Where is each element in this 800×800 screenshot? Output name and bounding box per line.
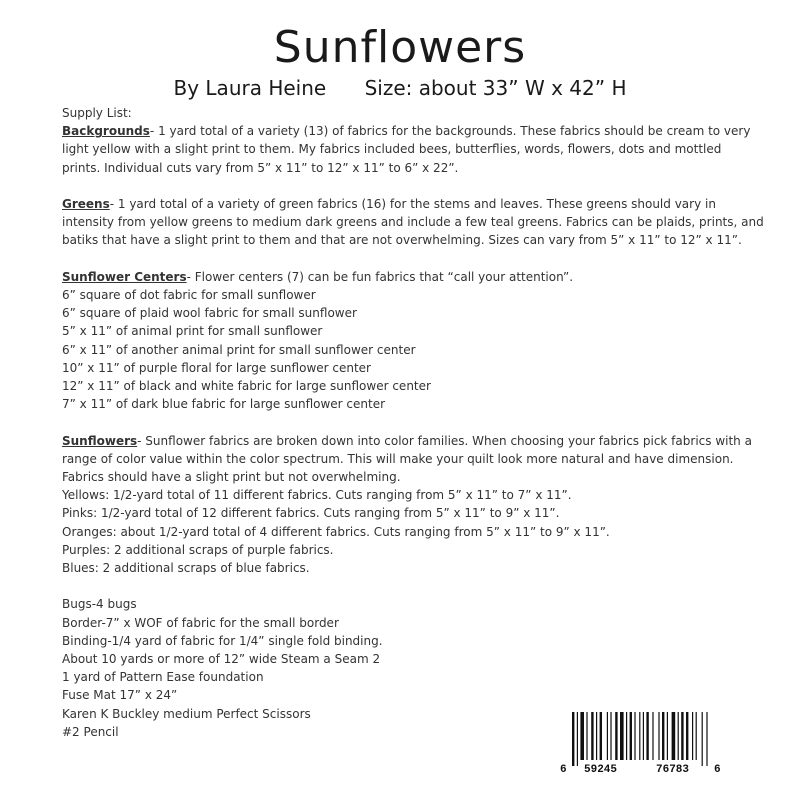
barcode-right-digit: 6 xyxy=(714,764,721,776)
sunflowers-line: Pinks: 1/2-yard total of 12 different fabrics. Cuts ranging from 5” x 11” to 9” x 11”. xyxy=(62,506,560,521)
barcode-bar xyxy=(646,712,648,760)
barcode-bar xyxy=(658,712,659,760)
sunflowers-line: Blues: 2 additional scraps of blue fabrics. xyxy=(62,561,310,576)
barcode-bar xyxy=(686,712,688,760)
barcode-bar xyxy=(626,712,627,760)
notion-item: Bugs-4 bugs xyxy=(62,597,137,612)
greens-heading: Greens xyxy=(62,197,110,211)
barcode-bar xyxy=(678,712,679,760)
barcode-bar xyxy=(634,712,635,760)
upc-barcode xyxy=(562,712,722,780)
sunflowers-line: Purples: 2 additional scraps of purple fabrics. xyxy=(62,542,334,557)
notion-item: Border-7” x WOF of fabric for the small border xyxy=(62,615,339,630)
quilt-size: Size: about 33” W x 42” H xyxy=(364,76,627,100)
barcode-bar xyxy=(630,712,632,760)
notion-item: #2 Pencil xyxy=(62,724,119,739)
barcode-bar xyxy=(591,712,593,760)
author-byline: By Laura Heine xyxy=(173,76,327,100)
barcode-bar xyxy=(706,712,707,766)
sunflowers-line: Oranges: about 1/2-yard total of 4 different fabrics. Cuts ranging from 5” x 11” to 9” x 11”. xyxy=(62,524,610,539)
greens-line-3: batiks that have a slight print to them and that are not overwhelming. Sizes can vary from 5” x 11” to 12” x 11”. xyxy=(62,233,742,248)
barcode-bar xyxy=(696,712,697,760)
barcode-bar xyxy=(610,712,611,760)
notion-item: 1 yard of Pattern Ease foundation xyxy=(62,670,264,685)
sunflowers-line-1 xyxy=(62,432,752,450)
barcode-bar xyxy=(615,712,617,760)
centers-item: 5” x 11” of animal print for small sunflower xyxy=(62,324,323,339)
sunflowers-line: Fabrics should have a slight print but not overwhelming. xyxy=(62,470,401,485)
supply-list xyxy=(62,104,764,741)
subtitle xyxy=(0,76,800,100)
barcode-bar xyxy=(586,712,587,760)
sunflowers-heading: Sunflowers xyxy=(62,433,138,448)
sunflowers-line: Yellows: 1/2-yard total of 11 different fabrics. Cuts ranging from 5” x 11” to 7” x 11”. xyxy=(62,488,572,503)
greens-text: - 1 yard total of a variety of green fabrics (16) for the stems and leaves. These greens should vary in xyxy=(109,197,716,211)
barcode-bar xyxy=(662,712,664,760)
barcode-right-group: 76783 xyxy=(656,764,690,776)
backgrounds-line-3: prints. Individual cuts vary from 5” x 11” to 12” x 11” to 6” x 22”. xyxy=(62,160,459,175)
centers-item: 10” x 11” of purple floral for large sunflower center xyxy=(62,360,371,375)
barcode-bar xyxy=(607,712,608,760)
centers-item: 6” x 11” of another animal print for small sunflower center xyxy=(62,342,416,357)
notion-item: Karen K Buckley medium Perfect Scissors xyxy=(62,706,311,721)
centers-heading: Sunflower Centers xyxy=(62,269,187,284)
centers-item: 12” x 11” of black and white fabric for large sunflower center xyxy=(62,379,431,394)
sunflowers-line: range of color value within the color spectrum. This will make your quilt look more natural and have dimension. xyxy=(62,451,734,466)
centers-item: 7” x 11” of dark blue fabric for large sunflower center xyxy=(62,397,386,412)
centers-item: 6” square of plaid wool fabric for small sunflower xyxy=(62,306,357,321)
barcode-bar xyxy=(643,712,644,760)
backgrounds-text: - 1 yard total of a variety (13) of fabrics for the backgrounds. These fabrics should be cream to very xyxy=(149,124,751,139)
barcode-bar xyxy=(702,712,703,766)
sunflowers-text: - Sunflower fabrics are broken down into color families. When choosing your fabrics pick fabrics with a xyxy=(137,433,752,448)
supply-list-label: Supply List: xyxy=(62,106,132,120)
barcode-bar xyxy=(639,712,640,760)
barcode-bar xyxy=(580,712,584,760)
barcode-bar xyxy=(600,712,602,760)
barcode-bar xyxy=(667,712,668,760)
barcode-bar xyxy=(681,712,683,760)
backgrounds-line-2: light yellow with a slight print to them. My fabrics included bees, butterflies, words, flowers, dots and mottled xyxy=(62,142,722,157)
barcode-bar xyxy=(596,712,597,760)
centers-text: - Flower centers (7) can be fun fabrics that “call your attention”. xyxy=(186,269,574,284)
backgrounds-line-1 xyxy=(62,122,752,140)
barcode-bar xyxy=(577,712,578,766)
notion-item: Binding-1/4 yard of fabric for 1/4” single fold binding. xyxy=(62,633,383,648)
barcode-bar xyxy=(672,712,676,760)
greens-line-1 xyxy=(62,195,752,213)
notion-item: Fuse Mat 17” x 24” xyxy=(62,688,178,703)
barcode-bars xyxy=(562,712,722,766)
barcode-bar xyxy=(572,712,574,766)
notion-item: About 10 yards or more of 12” wide Steam a Seam 2 xyxy=(62,652,381,667)
barcode-bar xyxy=(692,712,693,760)
barcode-bar xyxy=(620,712,624,760)
page-title: Sunflowers xyxy=(273,22,527,73)
barcode-left-group: 59245 xyxy=(584,764,618,776)
barcode-left-digit: 6 xyxy=(560,764,567,776)
greens-line-2: intensity from yellow greens to medium dark greens and include a few teal greens. Fabrics can be plaids, prints, and xyxy=(62,215,764,230)
centers-item: 6” square of dot fabric for small sunflower xyxy=(62,288,316,302)
centers-line-1 xyxy=(62,268,752,286)
barcode-bar xyxy=(652,712,653,760)
backgrounds-heading: Backgrounds xyxy=(62,124,150,139)
